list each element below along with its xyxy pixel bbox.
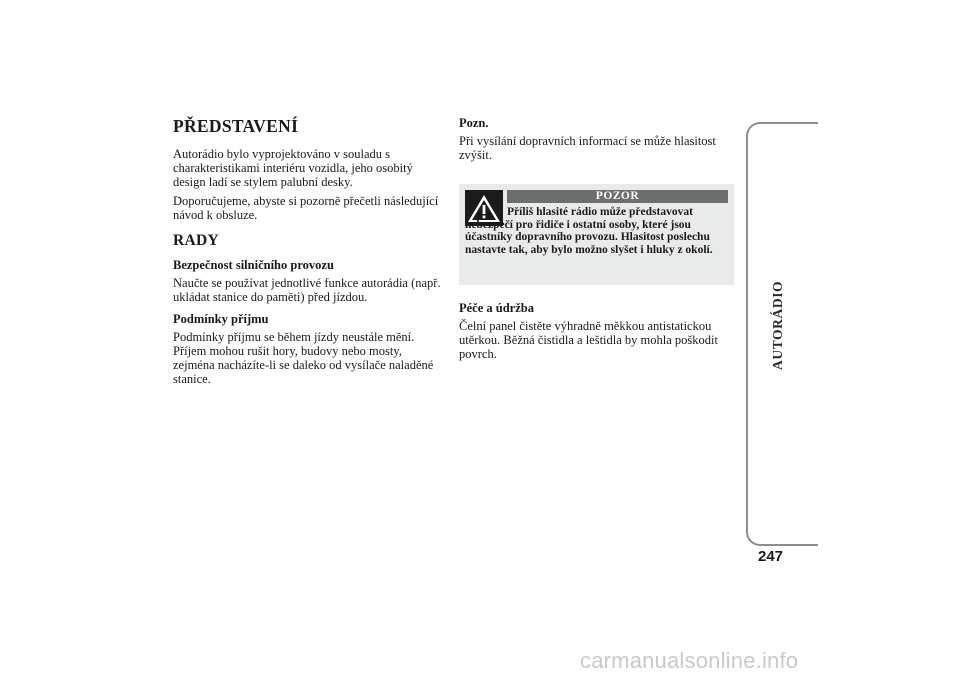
reception-heading: Podmínky příjmu [173,312,269,326]
intro-paragraph-1: Autorádio bylo vyprojektováno v souladu s charakteristikami interiéru vozidla, jeho osobitý design ladí se stylem palubní desky. [173,147,413,189]
note-text: Při vysílání dopravních informací se může hlasitost zvýšit. [459,134,716,162]
road-safety-heading: Bezpečnost silničního provozu [173,258,334,272]
warning-text [465,206,728,256]
warning-box [459,184,734,285]
watermark: carmanualsonline.info [580,648,799,673]
care-heading: Péče a údržba [459,301,534,315]
care-text: Čelní panel čistěte výhradně měkkou antistatickou utěrkou. Běžná čistidla a leštidla by mohla poškodit povrch. [459,319,718,361]
left-column [173,116,441,391]
section-tab-label: AUTORÁDIO [770,280,785,370]
intro-paragraph-2: Doporučujeme, abyste si pozorně přečetli následující návod k obsluze. [173,194,439,222]
note-heading: Pozn. [459,116,489,130]
reception-text: Podmínky příjmu se během jízdy neustále mění. Příjem mohou rušit hory, budovy nebo mosty, zejména nacházíte-li se daleko od vysílače naladěné stanice. [173,330,434,386]
warning-header: POZOR [507,190,728,203]
section-title: PŘEDSTAVENÍ [173,116,299,136]
road-safety-text: Naučte se používat jednotlivé funkce autorádia (např. ukládat stanice do paměti) před jízdou. [173,276,441,304]
page-number: 247 [758,548,784,565]
tips-heading: RADY [173,232,219,249]
warning-text-content: Příliš hlasité rádio může představovat nebezpečí pro řidiče i ostatní osoby, které jsou účastníky dopravního provozu. Hlasitost poslechu nastavte tak, aby bylo možno slyšet i hluky z okolí. [465,206,713,256]
right-column [459,116,734,366]
